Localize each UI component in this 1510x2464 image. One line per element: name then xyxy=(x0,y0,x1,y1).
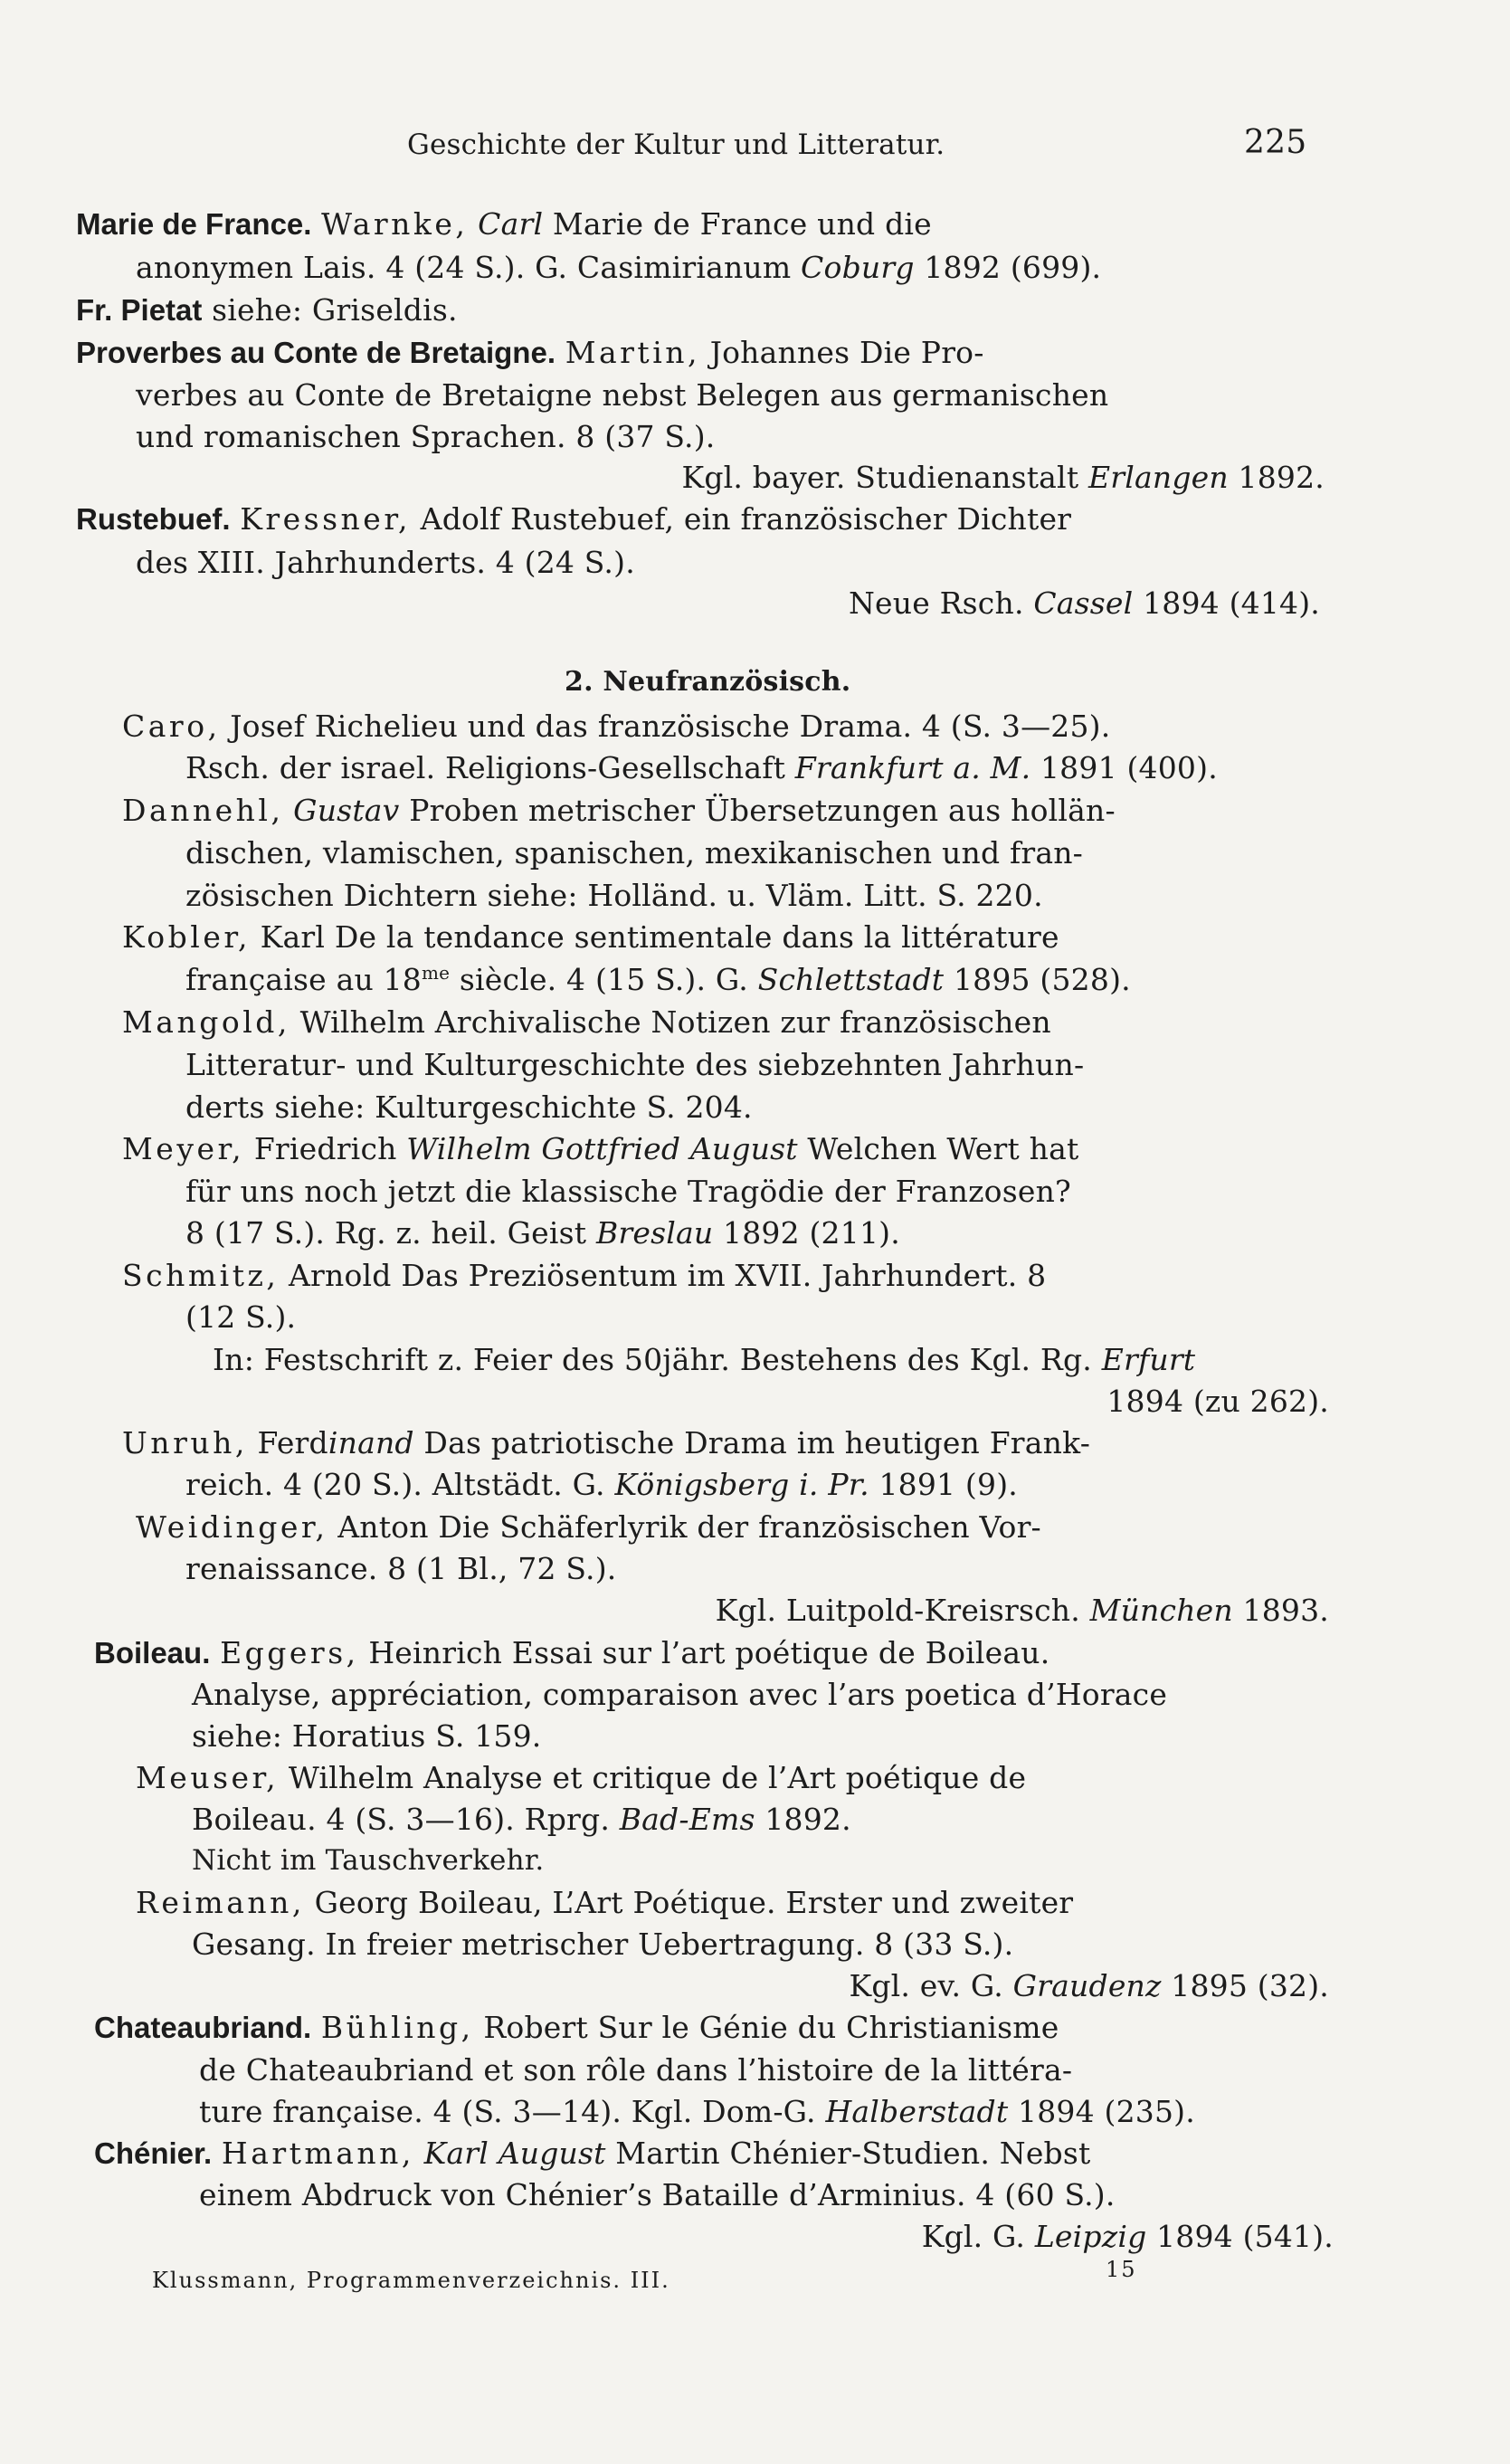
entry-line xyxy=(94,2136,1090,2172)
entry-line xyxy=(76,292,458,328)
author-name: Kobler, xyxy=(122,919,251,955)
text-segment: 1895 (528). xyxy=(944,962,1131,997)
entry-line xyxy=(122,919,1059,956)
text-segment xyxy=(283,793,293,828)
author-name: Unruh, xyxy=(122,1425,248,1460)
text-segment: Kgl. Luitpold-Kreisrsch. xyxy=(715,1593,1090,1628)
author-name: Schmitz, xyxy=(122,1258,280,1293)
author-name: Caro, xyxy=(122,709,221,744)
text-segment: 1891 (9). xyxy=(869,1467,1018,1502)
italic-text: Erlangen xyxy=(1087,460,1229,495)
text-segment: Marie de France und die xyxy=(543,206,932,242)
text-segment: Ferd xyxy=(247,1425,328,1460)
entry-heading: Boileau. xyxy=(94,1636,211,1670)
text-segment: für uns noch jetzt die klassische Tragödie der Franzosen? xyxy=(185,1174,1071,1209)
entry-line xyxy=(1106,1384,1329,1420)
text-segment: Proben metrischer Übersetzungen aus hollän- xyxy=(399,793,1116,828)
text-segment: 1893. xyxy=(1232,1593,1329,1628)
author-name: Kressner, xyxy=(240,501,411,537)
entry-line xyxy=(185,1089,753,1126)
text-segment: française au 18 xyxy=(185,962,422,997)
text-segment: Karl De la tendance sentimentale dans la littérature xyxy=(250,919,1059,955)
text-segment: Adolf Rustebuef, ein französischer Dichter xyxy=(410,501,1072,537)
italic-text: Carl xyxy=(478,206,544,242)
entry-line xyxy=(849,585,1320,622)
text-segment: Kgl. G. xyxy=(921,2219,1035,2254)
entry-line xyxy=(185,962,1131,998)
entry-line xyxy=(192,1842,544,1879)
text-segment: dischen, vlamischen, spanischen, mexikanischen und fran- xyxy=(185,835,1084,870)
text-segment: Georg Boileau, L’Art Poétique. Erster und zweiter xyxy=(304,1885,1074,1920)
text-segment: 1894 (414). xyxy=(1133,585,1320,621)
italic-text: Bad-Ems xyxy=(619,1802,755,1837)
text-segment: Heinrich Essai sur l’art poétique de Boileau. xyxy=(358,1635,1050,1670)
entry-line xyxy=(185,1047,1084,1083)
text-segment: renaissance. 8 (1 Bl., 72 S.). xyxy=(185,1551,617,1586)
entry-line xyxy=(185,878,1043,914)
text-segment xyxy=(556,335,565,370)
author-name: Eggers, xyxy=(220,1635,359,1670)
page-number: 225 xyxy=(1244,124,1307,161)
text-segment: Johannes Die Pro- xyxy=(700,335,984,370)
entry-line xyxy=(94,1635,1049,1671)
entry-line xyxy=(192,1802,851,1838)
entry-heading: Chateaubriand. xyxy=(94,2011,312,2044)
text-segment: anonymen Lais. 4 (24 S.). G. Casimirianum xyxy=(136,250,802,285)
footer-imprint: Klussmann, Programmenverzeichnis. III. xyxy=(152,2268,670,2293)
entry-line xyxy=(76,501,1071,538)
entry-line xyxy=(213,1342,1195,1378)
text-segment: 1894 (541). xyxy=(1146,2219,1334,2254)
text-segment: 1892 (211). xyxy=(713,1215,900,1251)
author-name: Mangold, xyxy=(122,1004,290,1040)
text-segment: des XIII. Jahrhunderts. 4 (24 S.). xyxy=(136,545,635,580)
text-segment: 1892. xyxy=(1228,460,1325,495)
italic-text: Graudenz xyxy=(1012,1968,1162,2003)
author-name: Bühling, xyxy=(320,2010,474,2045)
italic-text: Erfurt xyxy=(1101,1342,1196,1377)
text-segment xyxy=(414,2136,424,2171)
entry-line xyxy=(850,1968,1330,2004)
text-segment: In: Festschrift z. Feier des 50jähr. Bestehens des Kgl. Rg. xyxy=(213,1342,1102,1377)
text-segment: Friedrich xyxy=(244,1131,407,1166)
text-segment: siècle. 4 (15 S.). G. xyxy=(450,962,758,997)
entry-line xyxy=(76,206,932,243)
italic-text: Karl August xyxy=(423,2136,606,2171)
text-segment: 1891 (400). xyxy=(1030,750,1218,785)
text-segment: Welchen Wert hat xyxy=(797,1131,1079,1166)
entry-line xyxy=(136,545,635,581)
entry-line xyxy=(136,250,1101,286)
text-segment: Das patriotische Drama im heutigen Frank- xyxy=(413,1425,1091,1460)
entry-line xyxy=(192,1677,1167,1713)
text-segment: 1894 (zu 262). xyxy=(1106,1384,1329,1419)
entry-heading: Proverbes au Conte de Bretaigne. xyxy=(76,336,556,369)
entry-line xyxy=(136,419,715,455)
text-segment: Martin Chénier-Studien. Nebst xyxy=(605,2136,1091,2171)
text-segment xyxy=(231,501,241,537)
text-segment xyxy=(311,2010,321,2045)
author-name: Weidinger, xyxy=(136,1509,328,1545)
superscript: me xyxy=(422,962,451,984)
italic-text: Breslau xyxy=(595,1215,714,1251)
text-segment xyxy=(311,206,321,242)
entry-line xyxy=(94,2010,1059,2046)
text-segment: Wilhelm Analyse et critique de l’Art poétique de xyxy=(279,1760,1027,1795)
text-segment: zösischen Dichtern siehe: Holländ. u. Vläm. Litt. S. 220. xyxy=(185,878,1043,913)
text-segment: Kgl. ev. G. xyxy=(849,1968,1013,2003)
text-segment: siehe: Griseldis. xyxy=(202,292,458,328)
entry-line xyxy=(136,377,1108,414)
section-heading xyxy=(565,664,850,700)
author-name: Meyer, xyxy=(122,1131,245,1166)
author-name: Warnke, xyxy=(321,206,469,242)
italic-text: Schlettstadt xyxy=(757,962,945,997)
italic-text: Cassel xyxy=(1033,585,1134,621)
italic-text: Wilhelm Gottfried August xyxy=(406,1131,798,1166)
entry-line xyxy=(185,1299,296,1336)
entry-line xyxy=(136,1509,1041,1546)
text-segment: Arnold Das Preziösentum im XVII. Jahrhundert. 8 xyxy=(279,1258,1047,1293)
text-segment: Gesang. In freier metrischer Uebertragung. 8 (33 S.). xyxy=(192,1926,1014,1962)
text-segment: 1892. xyxy=(755,1802,851,1837)
italic-text: Halberstadt xyxy=(825,2094,1009,2129)
entry-heading: Fr. Pietat xyxy=(76,293,203,327)
entry-line xyxy=(76,335,984,371)
text-segment: 1895 (32). xyxy=(1161,1968,1329,2003)
footer-signature: 15 xyxy=(1106,2257,1137,2282)
text-segment xyxy=(212,2136,222,2171)
entry-line xyxy=(716,1593,1329,1629)
entry-line xyxy=(122,1258,1046,1294)
text-segment: Neue Rsch. xyxy=(848,585,1034,621)
entry-line xyxy=(185,835,1083,871)
text-segment: 1892 (699). xyxy=(914,250,1102,285)
entry-line xyxy=(185,750,1218,786)
italic-text: Frankfurt a. M. xyxy=(794,750,1031,785)
text-segment xyxy=(468,206,478,242)
text-segment: verbes au Conte de Bretaigne nebst Belegen aus germanischen xyxy=(136,377,1109,413)
entry-line xyxy=(185,1174,1071,1210)
entry-line xyxy=(136,1760,1026,1796)
entry-line xyxy=(199,2052,1072,2088)
entry-line xyxy=(122,1425,1090,1461)
entry-line xyxy=(192,1718,542,1755)
italic-text: Coburg xyxy=(801,250,915,285)
entry-line xyxy=(192,1926,1013,1963)
text-segment: (12 S.). xyxy=(185,1299,297,1335)
entry-line xyxy=(185,1551,616,1587)
text-segment: Boileau. 4 (S. 3—16). Rprg. xyxy=(192,1802,620,1837)
entry-line xyxy=(122,1004,1051,1041)
text-segment: ture française. 4 (S. 3—14). Kgl. Dom-G. xyxy=(199,2094,826,2129)
text-segment: Josef Richelieu und das französische Drama. 4 (S. 3—25). xyxy=(220,709,1111,744)
text-segment: Nicht im Tauschverkehr. xyxy=(192,1844,545,1877)
entry-line xyxy=(922,2219,1334,2255)
text-segment: 1894 (235). xyxy=(1008,2094,1195,2129)
text-segment: einem Abdruck von Chénier’s Bataille d’Arminius. 4 (60 S.). xyxy=(199,2177,1116,2212)
entry-line xyxy=(122,709,1110,745)
author-name: Hartmann, xyxy=(221,2136,414,2171)
text-segment: Rsch. der israel. Religions-Gesellschaft xyxy=(185,750,795,785)
entry-heading: Rustebuef. xyxy=(76,502,231,536)
entry-line xyxy=(185,1467,1018,1503)
author-name: Reimann, xyxy=(136,1885,305,1920)
text-segment: Wilhelm Archivalische Notizen zur französischen xyxy=(290,1004,1051,1040)
entry-heading: Chénier. xyxy=(94,2136,213,2170)
text-segment: siehe: Horatius S. 159. xyxy=(192,1718,542,1754)
author-name: Meuser, xyxy=(136,1760,280,1795)
italic-text: Königsberg i. Pr. xyxy=(614,1467,869,1502)
entry-line xyxy=(122,793,1116,829)
italic-text: Gustav xyxy=(293,793,400,828)
author-name: Dannehl, xyxy=(122,793,284,828)
text-segment: de Chateaubriand et son rôle dans l’histoire de la littéra- xyxy=(199,2052,1073,2088)
text-segment: Robert Sur le Génie du Christianisme xyxy=(473,2010,1059,2045)
entry-line xyxy=(185,1215,900,1251)
text-segment: 8 (17 S.). Rg. z. heil. Geist xyxy=(185,1215,596,1251)
text-segment xyxy=(210,1635,220,1670)
entry-line xyxy=(681,460,1325,496)
italic-text: München xyxy=(1089,1593,1233,1628)
author-name: Martin, xyxy=(565,335,700,370)
text-segment: reich. 4 (20 S.). Altstädt. G. xyxy=(185,1467,615,1502)
entry-line xyxy=(122,1131,1078,1167)
text-segment: Litteratur- und Kulturgeschichte des siebzehnten Jahrhun- xyxy=(185,1047,1085,1082)
italic-text: Leipzig xyxy=(1034,2219,1147,2254)
entry-line xyxy=(199,2177,1116,2213)
text-segment: Kgl. bayer. Studienanstalt xyxy=(681,460,1088,495)
italic-text: inand xyxy=(328,1425,414,1460)
entry-heading: Marie de France. xyxy=(76,207,312,241)
text-segment: Anton Die Schäferlyrik der französischen Vor- xyxy=(328,1509,1041,1545)
running-title: Geschichte der Kultur und Litteratur. xyxy=(407,128,945,161)
text-segment: derts siehe: Kulturgeschichte S. 204. xyxy=(185,1089,753,1125)
entry-line xyxy=(136,1885,1073,1921)
text-segment: Analyse, appréciation, comparaison avec l’ars poetica d’Horace xyxy=(192,1677,1168,1712)
text-segment: und romanischen Sprachen. 8 (37 S.). xyxy=(136,419,716,454)
section-title: 2. Neufranzösisch. xyxy=(565,666,851,698)
entry-line xyxy=(199,2094,1195,2130)
